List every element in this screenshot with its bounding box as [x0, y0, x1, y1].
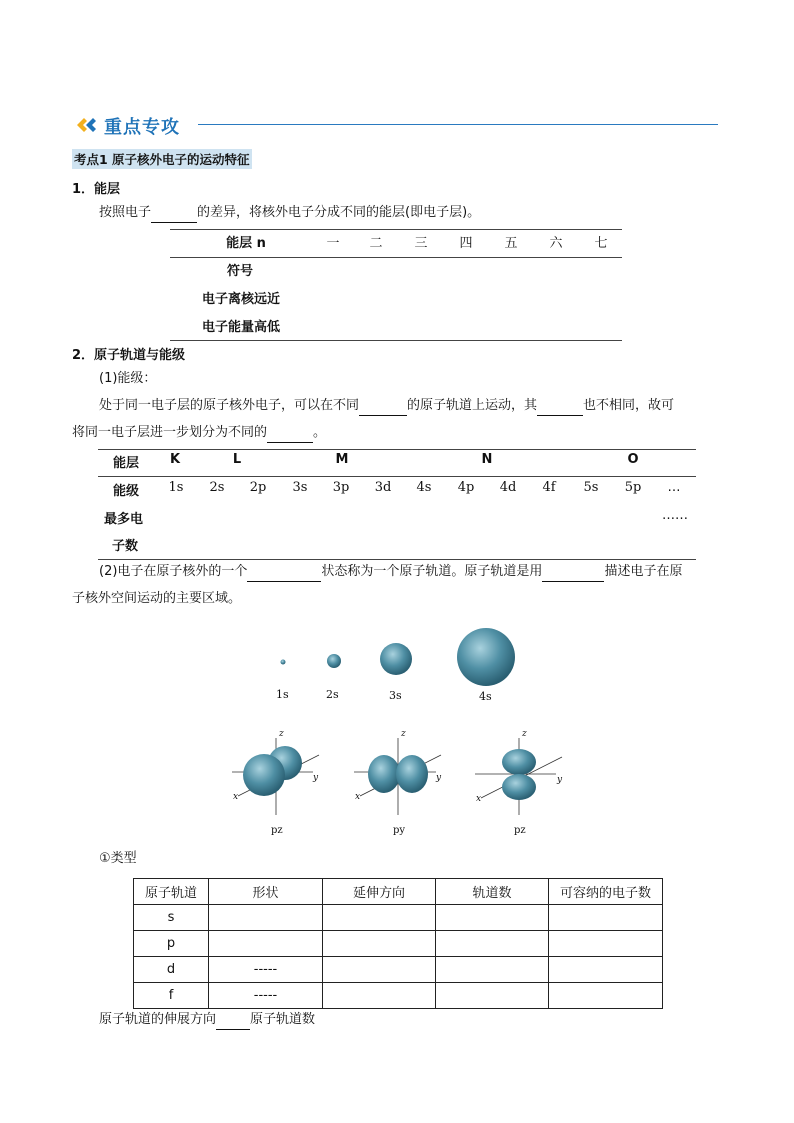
cell: ----- [209, 957, 323, 983]
cell[interactable] [436, 931, 549, 957]
th: 形状 [209, 879, 323, 905]
axis-y: y [557, 775, 563, 785]
s-orbital-2s [327, 654, 341, 668]
th: 轨道数 [436, 879, 549, 905]
text: 按照电子 [99, 205, 152, 220]
table-row [134, 957, 663, 983]
p-orbital-1 [232, 738, 319, 815]
label-1s: 1s [276, 688, 289, 701]
fill-blank[interactable] [216, 1013, 250, 1030]
shell-L: L [232, 452, 242, 467]
cell[interactable] [323, 931, 436, 957]
cell[interactable] [209, 905, 323, 931]
level: 3d [374, 480, 392, 495]
text: 的原子轨道上运动，其 [407, 398, 538, 413]
table-row [134, 905, 663, 931]
text: (2)电子在原子核外的一个 [99, 564, 248, 579]
text: 将同一电子层进一步划分为不同的 [72, 425, 268, 440]
table-header [134, 879, 663, 905]
level-ellipsis: … [667, 480, 681, 495]
cell: f [134, 983, 209, 1009]
level: 3p [332, 480, 350, 495]
axis-x: x [355, 792, 361, 802]
shell-M: M [335, 452, 349, 467]
text: 状态称为一个原子轨道。原子轨道是用 [321, 564, 543, 579]
axis-z: z [279, 729, 284, 739]
col-3: 三 [414, 236, 428, 251]
level: 3s [292, 480, 308, 495]
cell: p [134, 931, 209, 957]
row-label-energy: 电子能量高低 [201, 320, 280, 335]
row-ellipsis: …… [662, 508, 688, 523]
label-py: py [393, 825, 406, 836]
heading-orbital: 2．原子轨道与能级 [72, 348, 186, 363]
level: 2s [209, 480, 225, 495]
th: 原子轨道 [134, 879, 209, 905]
p-orbital-3 [475, 738, 562, 815]
row-label-n: 能层 n [226, 236, 266, 251]
shell-N: N [481, 452, 493, 467]
cell[interactable] [323, 983, 436, 1009]
s-orbital-1s [281, 660, 286, 665]
level: 5p [624, 480, 642, 495]
axis-y: y [313, 773, 319, 783]
s-orbital-3s [380, 643, 412, 675]
row-label-max-electrons-1: 最多电 [104, 512, 144, 527]
cell[interactable] [549, 905, 663, 931]
text: 的差异，将核外电子分成不同的能层(即电子层)。 [197, 205, 481, 220]
cell: d [134, 957, 209, 983]
col-7: 七 [594, 236, 608, 251]
axis-y: y [436, 773, 442, 783]
kaodian-heading: 考点1 原子核外电子的运动特征 [72, 149, 252, 169]
orbital-types-table [133, 878, 663, 1009]
th: 可容纳的电子数 [549, 879, 663, 905]
row-label-level: 能级 [112, 484, 139, 499]
sub-energy-level: (1)能级： [99, 371, 157, 386]
col-4: 四 [459, 236, 473, 251]
level: 4d [499, 480, 517, 495]
level: 5s [583, 480, 599, 495]
axis-x: x [233, 792, 239, 802]
row-label-distance: 电子离核远近 [201, 292, 280, 307]
level: 4p [457, 480, 475, 495]
cell[interactable] [549, 931, 663, 957]
level: 2p [249, 480, 267, 495]
text: 也不相同，故可 [583, 398, 675, 413]
section-title: 重点专攻 [104, 117, 180, 138]
th: 延伸方向 [323, 879, 436, 905]
text: 处于同一电子层的原子核外电子，可以在不同 [99, 398, 360, 413]
footer-line [99, 1010, 315, 1030]
text: 原子轨道的伸展方向 [99, 1012, 217, 1027]
cell[interactable] [436, 983, 549, 1009]
axis-z: z [522, 729, 527, 739]
level: 1s [168, 480, 184, 495]
level: 4s [416, 480, 432, 495]
table-row [134, 983, 663, 1009]
cell[interactable] [323, 905, 436, 931]
row-label-shell: 能层 [112, 456, 139, 471]
row-label-max-electrons-2: 子数 [112, 539, 139, 554]
para-orbital-def-2: 子核外空间运动的主要区域。 [72, 591, 242, 606]
p-orbital-2 [354, 738, 441, 815]
types-title: ①类型 [99, 851, 137, 866]
level: 4f [542, 480, 556, 495]
label-2s: 2s [326, 688, 339, 701]
text: 描述电子在原 [604, 564, 683, 579]
table-row [134, 931, 663, 957]
label-4s: 4s [479, 690, 492, 703]
col-2: 二 [369, 236, 383, 251]
shell-K: K [169, 452, 181, 467]
text: 原子轨道数 [250, 1012, 316, 1027]
heading-energy-shell: 1．能层 [72, 182, 121, 197]
cell[interactable] [323, 957, 436, 983]
s-orbital-4s [457, 628, 515, 686]
text: 。 [313, 425, 327, 440]
label-3s: 3s [389, 689, 402, 702]
col-6: 六 [549, 236, 563, 251]
cell[interactable] [436, 905, 549, 931]
label-pz: pz [514, 825, 526, 836]
cell[interactable] [436, 957, 549, 983]
cell[interactable] [549, 957, 663, 983]
cell[interactable] [209, 931, 323, 957]
col-5: 五 [504, 236, 518, 251]
label-pz: pz [271, 825, 283, 836]
col-1: 一 [326, 236, 340, 251]
shell-O: O [627, 452, 639, 467]
cell: ----- [209, 983, 323, 1009]
axis-z: z [401, 729, 406, 739]
row-label-symbol: 符号 [226, 264, 253, 279]
cell[interactable] [549, 983, 663, 1009]
axis-x: x [476, 794, 482, 804]
cell: s [134, 905, 209, 931]
